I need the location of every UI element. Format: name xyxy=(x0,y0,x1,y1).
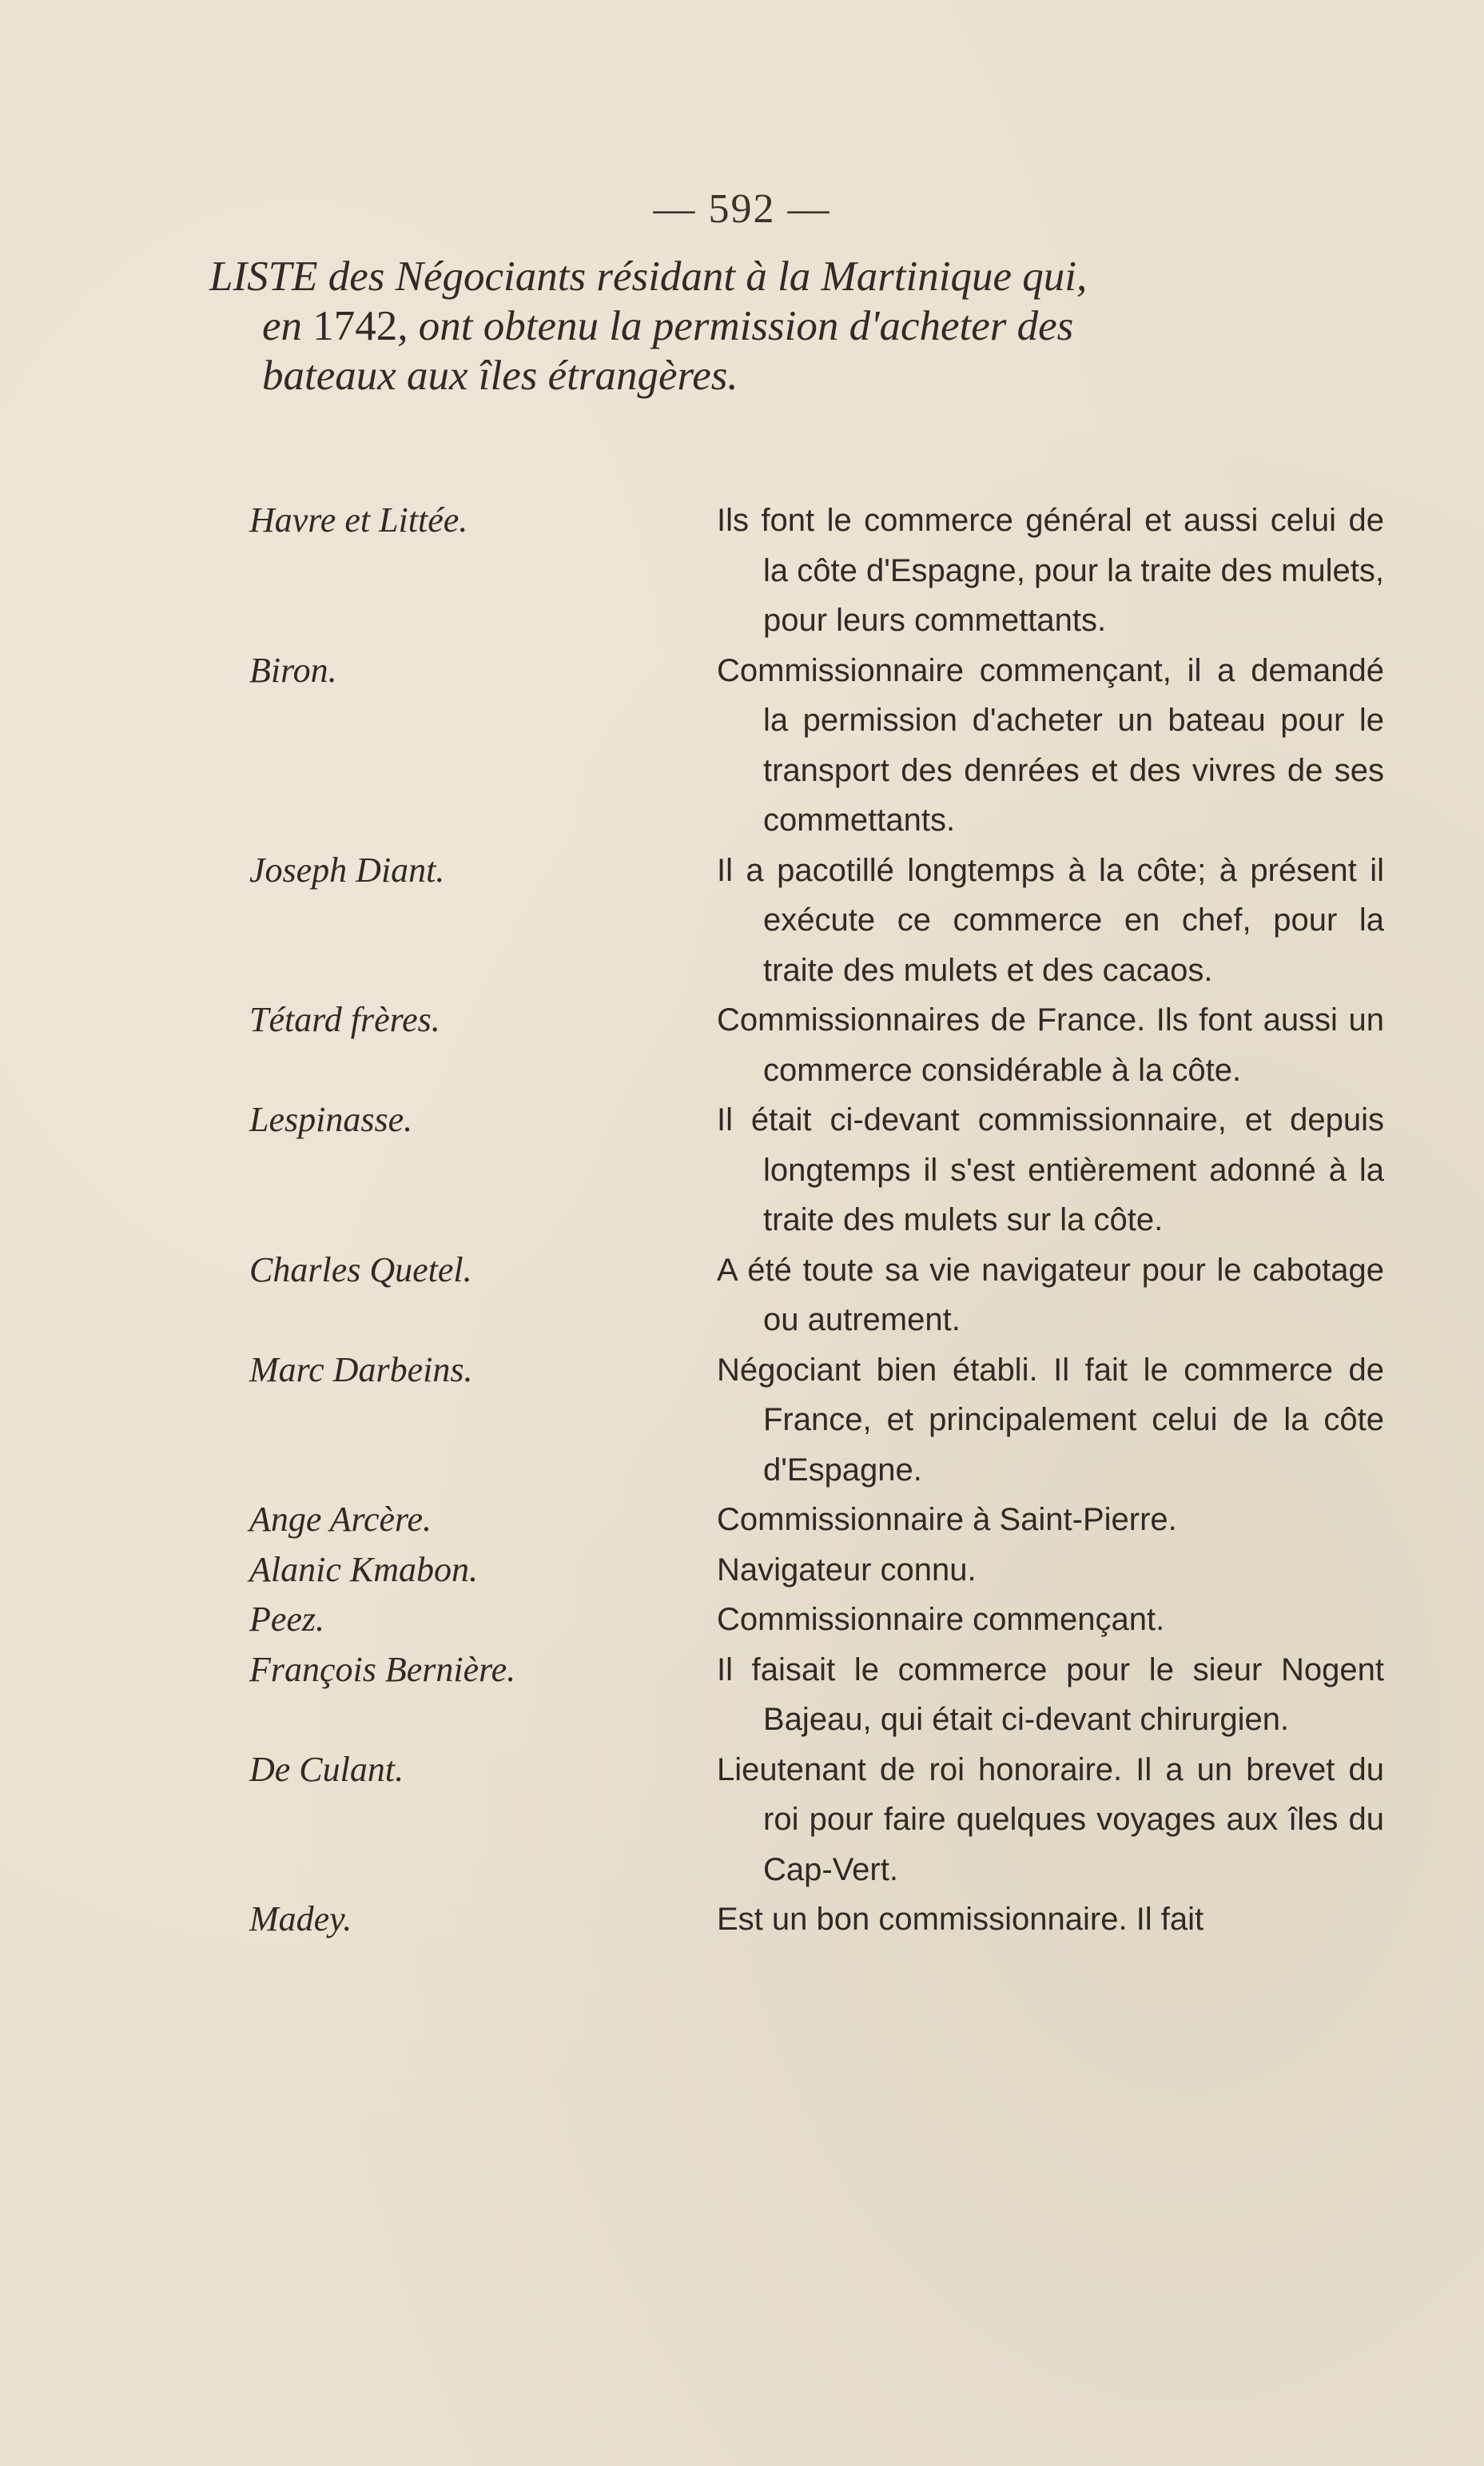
merchant-description: A été toute sa vie navigateur pour le cabotage ou autrement. xyxy=(717,1252,1384,1337)
title-line-3: bateaux aux îles étrangères. xyxy=(262,353,738,399)
merchant-name: Havre et Littée. xyxy=(249,500,468,540)
title-line-2 xyxy=(209,301,1384,351)
list-item xyxy=(249,1545,1384,1596)
list-item xyxy=(249,1495,1384,1545)
merchant-name: Tétard frères. xyxy=(249,1000,440,1039)
list-item xyxy=(249,1095,1384,1245)
list-item xyxy=(249,1595,1384,1645)
list-item xyxy=(249,1894,1384,1945)
merchant-description: Il faisait le commerce pour le sieur Nogent Bajeau, qui était ci-devant chirurgien. xyxy=(717,1651,1384,1737)
merchant-name: Madey. xyxy=(249,1899,352,1938)
merchant-name: Peez. xyxy=(249,1600,325,1639)
merchant-name: Charles Quetel. xyxy=(249,1249,472,1289)
merchant-name: François Bernière. xyxy=(249,1649,516,1689)
merchant-name: Biron. xyxy=(249,650,337,690)
title-line-2-post: , ont obtenu la permission d'acheter des xyxy=(397,303,1074,349)
merchant-description: Ils font le commerce général et aussi celui de la côte d'Espagne, pour la traite des mulets, pour leurs commettants. xyxy=(717,503,1384,638)
list-item xyxy=(249,1345,1384,1496)
list-item xyxy=(249,1645,1384,1745)
merchant-name: De Culant. xyxy=(249,1749,404,1789)
list-item xyxy=(249,1745,1384,1895)
merchant-description: Il a pacotillé longtemps à la côte; à présent il exécute ce commerce en chef, pour la traite des mulets et des cacaos. xyxy=(717,852,1384,988)
merchant-name: Alanic Kmabon. xyxy=(249,1549,478,1589)
page-number: — 592 — xyxy=(653,186,831,232)
title-year: 1742 xyxy=(312,303,398,349)
merchant-name: Marc Darbeins. xyxy=(249,1349,473,1389)
list-item xyxy=(249,995,1384,1095)
title-line-1: LISTE des Négociants résidant à la Martinique qui, xyxy=(209,253,1088,300)
merchant-description: Commissionnaire commençant, il a demandé la permission d'acheter un bateau pour le transport des denrées et des vivres de ses commettants. xyxy=(717,652,1384,838)
list-item xyxy=(249,1245,1384,1345)
merchant-description: Il était ci-devant commissionnaire, et depuis longtemps il s'est entièrement adonné à la traite des mulets sur la côte. xyxy=(717,1102,1384,1237)
title-line-2-pre: en xyxy=(262,303,313,349)
merchant-description: Commissionnaire commençant. xyxy=(717,1602,1165,1637)
list-item xyxy=(249,496,1384,646)
list-title xyxy=(209,252,1384,400)
list-item xyxy=(249,646,1384,846)
merchant-name: Lespinasse. xyxy=(249,1100,413,1139)
merchant-name: Joseph Diant. xyxy=(249,850,445,890)
merchant-list xyxy=(249,496,1384,1945)
merchant-description: Navigateur connu. xyxy=(717,1552,977,1588)
merchant-description: Négociant bien établi. Il fait le commerce de France, et principalement celui de la côte d'Espagne. xyxy=(717,1352,1384,1488)
list-item xyxy=(249,846,1384,996)
merchant-description: Commissionnaires de France. Ils font aussi un commerce considérable à la côte. xyxy=(717,1002,1384,1088)
merchant-name: Ange Arcère. xyxy=(249,1500,432,1539)
merchant-description: Lieutenant de roi honoraire. Il a un brevet du roi pour faire quelques voyages aux îles du Cap-Vert. xyxy=(717,1751,1384,1887)
merchant-description: Est un bon commissionnaire. Il fait xyxy=(717,1902,1204,1937)
merchant-description: Commissionnaire à Saint-Pierre. xyxy=(717,1502,1177,1537)
